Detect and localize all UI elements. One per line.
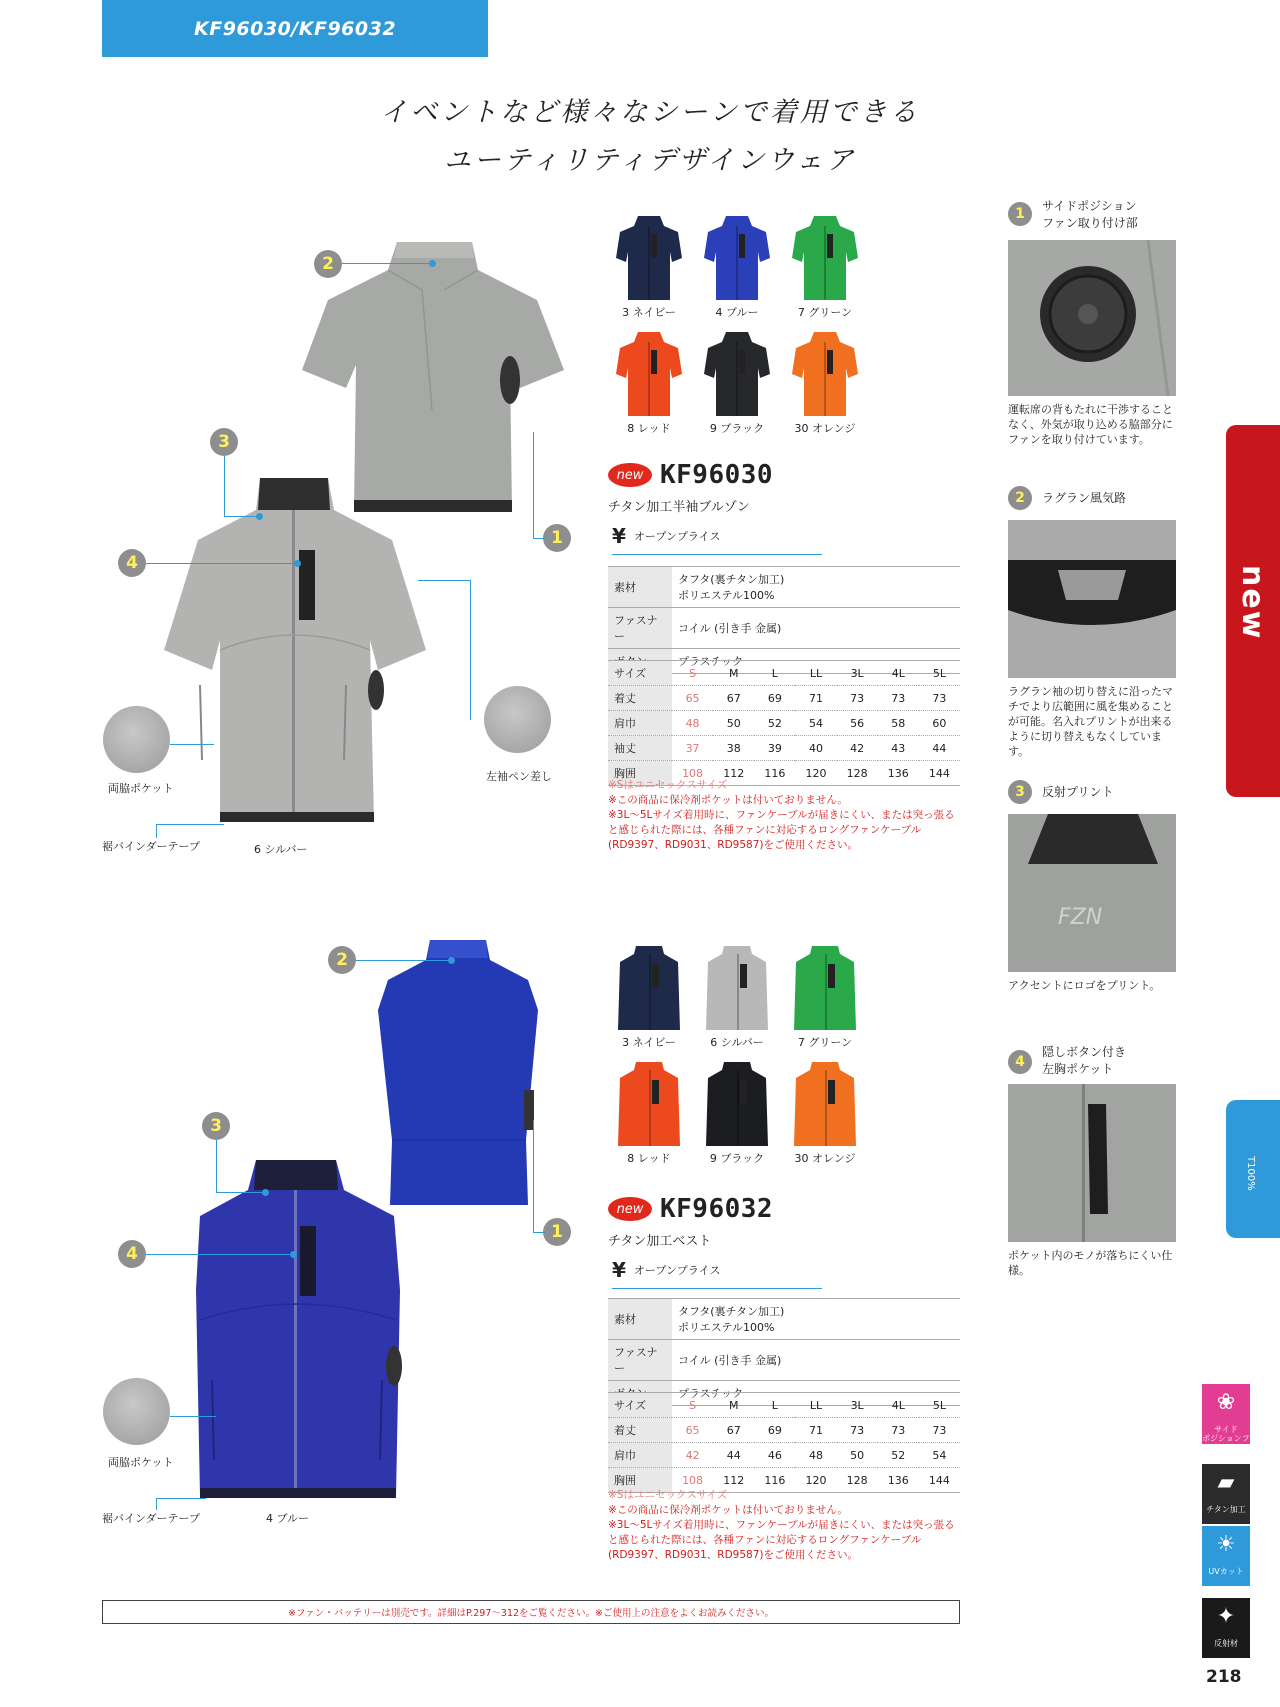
size-cell: 48 <box>672 711 713 736</box>
size-row <box>608 661 960 686</box>
feature-1-title: サイドポジション ファン取り付け部 <box>1042 199 1138 230</box>
size-cell: 73 <box>878 1418 919 1443</box>
callout-3-leader-v <box>224 456 225 516</box>
size-cell: L <box>754 661 795 686</box>
note-2: ※3L～5Lサイズ着用時に、ファンケーブルが届きにくい、または突っ張ると感じられた際には、各種ファンに対応するロングファンケーブル(RD9397、RD9031、RD9587)をご使用ください。 <box>608 809 955 851</box>
color-swatch-label: 6 シルバー <box>710 1036 764 1049</box>
icon-label: 反射材 <box>1214 1639 1238 1648</box>
size-cell: 69 <box>754 686 795 711</box>
size-cell: 65 <box>672 1418 713 1443</box>
spec-key: 素材 <box>608 567 672 608</box>
callout-4-dot <box>294 560 301 567</box>
page-number: 218 <box>1206 1667 1242 1687</box>
vest-callout-2-badge: 2 <box>328 946 356 974</box>
pen-slot-detail-image <box>484 686 551 753</box>
icon-label: UVカット <box>1208 1567 1244 1576</box>
size-cell: 3L <box>837 661 878 686</box>
size-row <box>608 1393 960 1418</box>
feature-2-photo <box>1008 520 1176 678</box>
hem-leader-h <box>156 824 224 825</box>
size-row <box>608 686 960 711</box>
size-cell: M <box>713 661 754 686</box>
spec-key: ファスナー <box>608 1340 672 1381</box>
size-cell: 128 <box>837 1468 878 1493</box>
callout-2-dot <box>429 260 436 267</box>
feature-1-badge: 1 <box>1008 202 1032 226</box>
vest-note-2: ※3L～5Lサイズ着用時に、ファンケーブルが届きにくい、または突っ張ると感じられた際には、各種ファンに対応するロングファンケーブル(RD9397、RD9031、RD9587)をご使用ください。 <box>608 1519 955 1561</box>
size-cell: 37 <box>672 736 713 761</box>
svg-text:FZN: FZN <box>1058 905 1103 930</box>
vest-callout-4-leader <box>146 1254 292 1255</box>
pocket-label: 両脇ポケット <box>108 782 174 795</box>
pen-leader-h <box>418 580 470 581</box>
size-table <box>608 660 960 786</box>
size-row-label: サイズ <box>608 661 672 686</box>
model-code-tab <box>102 0 488 57</box>
feature-4-badge: 4 <box>1008 1050 1032 1074</box>
color-swatch <box>616 216 682 300</box>
size-cell: L <box>754 1393 795 1418</box>
color-swatch-label: 9 ブラック <box>709 1152 765 1165</box>
callout-1-leader-v <box>533 432 534 538</box>
new-badge: new <box>608 463 652 487</box>
color-swatch <box>704 332 770 416</box>
color-swatch <box>616 1062 682 1146</box>
hem-label: 裾バインダーテープ <box>102 840 201 853</box>
size-cell: S <box>672 1393 713 1418</box>
size-cell: 42 <box>672 1443 713 1468</box>
color-swatch <box>792 332 858 416</box>
size-cell: 4L <box>878 1393 919 1418</box>
vest-pocket-label: 両脇ポケット <box>108 1456 174 1469</box>
callout-2-leader <box>342 263 432 264</box>
vest-size-table <box>608 1392 960 1493</box>
vest-callout-2-dot <box>448 957 455 964</box>
size-row-label: 肩巾 <box>608 1443 672 1468</box>
size-cell: 116 <box>754 1468 795 1493</box>
size-cell: 67 <box>713 1418 754 1443</box>
size-row-label: 着丈 <box>608 686 672 711</box>
pen-leader-v <box>470 580 471 720</box>
size-cell: 50 <box>837 1443 878 1468</box>
size-cell: 73 <box>837 686 878 711</box>
size-row-label: 肩巾 <box>608 711 672 736</box>
size-cell: 3L <box>837 1393 878 1418</box>
callout-4-leader <box>146 563 296 564</box>
color-swatch-label: 4 ブルー <box>715 306 759 319</box>
callout-3-badge: 3 <box>210 428 238 456</box>
vest-hem-label: 裾バインダーテープ <box>102 1512 201 1525</box>
size-cell: 112 <box>713 1468 754 1493</box>
vest-callout-3-leader-v <box>216 1140 217 1192</box>
price-text: オープンプライス <box>633 530 721 543</box>
vest-callout-3-leader-h <box>216 1192 266 1193</box>
size-cell: 67 <box>713 686 754 711</box>
vest-price-row <box>612 1258 822 1289</box>
footer-note: ※ファン・バッテリーは別売です。詳細はP.297～312をご覧ください。※ご使用上の注意をよくお読みください。 <box>102 1600 960 1624</box>
size-row-label: 袖丈 <box>608 736 672 761</box>
feature-2-badge: 2 <box>1008 486 1032 510</box>
vest-main-color-label: 4 ブルー <box>266 1512 310 1525</box>
t100-side-tab: T100% <box>1226 1100 1280 1238</box>
size-cell: 112 <box>713 761 754 786</box>
vest-hem-leader-v <box>156 1498 157 1510</box>
size-row <box>608 1443 960 1468</box>
size-cell: S <box>672 661 713 686</box>
vest-callout-3-dot <box>262 1189 269 1196</box>
size-cell: 44 <box>713 1443 754 1468</box>
callout-3-leader-h <box>224 516 260 517</box>
size-cell: 144 <box>919 1468 960 1493</box>
product-code: KF96030 <box>660 460 774 490</box>
size-cell: 60 <box>919 711 960 736</box>
vest-new-badge: new <box>608 1197 652 1221</box>
size-cell: 42 <box>837 736 878 761</box>
note-1: ※この商品に保冷剤ポケットは付いておりません。 <box>608 794 848 806</box>
size-cell: 54 <box>919 1443 960 1468</box>
color-swatch-label: 3 ネイビー <box>622 1036 676 1049</box>
color-swatch-label: 30 オレンジ <box>794 422 856 435</box>
callout-4-badge: 4 <box>118 549 146 577</box>
feature-3-photo <box>1008 814 1176 972</box>
vest-spec-table <box>608 1298 960 1406</box>
spec-value: タフタ(裏チタン加工) ポリエステル100% <box>672 567 960 608</box>
icon-label: チタン加工 <box>1206 1505 1246 1514</box>
size-cell: 144 <box>919 761 960 786</box>
spec-row <box>608 608 960 649</box>
size-row-label: 着丈 <box>608 1418 672 1443</box>
callout-1-leader-h <box>533 538 545 539</box>
size-cell: 54 <box>795 711 836 736</box>
color-swatch <box>704 216 770 300</box>
vest-hem-leader-h <box>156 1498 206 1499</box>
size-cell: 120 <box>795 761 836 786</box>
headline-line1: イベントなど様々なシーンで着用できる <box>380 97 920 128</box>
color-swatch <box>792 946 858 1030</box>
vest-callout-3-badge: 3 <box>202 1112 230 1140</box>
size-cell: 52 <box>878 1443 919 1468</box>
vest-note-1: ※この商品に保冷剤ポケットは付いておりません。 <box>608 1504 848 1516</box>
feature-4-title: 隠しボタン付き 左胸ポケット <box>1042 1045 1127 1076</box>
jacket-front-image <box>164 470 426 832</box>
size-cell: 73 <box>837 1418 878 1443</box>
size-cell: 38 <box>713 736 754 761</box>
vest-price-text: オープンプライス <box>633 1264 721 1277</box>
vest-callout-2-leader <box>356 960 450 961</box>
model-codes: KF96030/KF96032 <box>194 17 397 40</box>
vest-product-code: KF96032 <box>660 1194 774 1224</box>
color-swatch <box>704 1062 770 1146</box>
size-row-label: 胸囲 <box>608 761 672 786</box>
main-color-label: 6 シルバー <box>254 843 308 856</box>
feature-2-title: ラグラン風気路 <box>1042 491 1127 505</box>
size-cell: 73 <box>919 686 960 711</box>
size-cell: 56 <box>837 711 878 736</box>
color-swatch-label: 3 ネイビー <box>622 306 676 319</box>
size-cell: 116 <box>754 761 795 786</box>
color-swatch-label: 7 グリーン <box>797 306 853 319</box>
size-cell: 65 <box>672 686 713 711</box>
spec-table <box>608 566 960 674</box>
size-cell: LL <box>795 1393 836 1418</box>
color-swatch-label: 7 グリーン <box>797 1036 853 1049</box>
size-cell: LL <box>795 661 836 686</box>
spec-value: コイル (引き手 金属) <box>672 1340 960 1381</box>
feature-4-photo <box>1008 1084 1176 1242</box>
product-name: チタン加工半袖ブルゾン <box>608 500 750 515</box>
price-row <box>612 524 822 555</box>
color-swatch-label: 8 レッド <box>627 1152 671 1165</box>
size-cell: 50 <box>713 711 754 736</box>
size-cell: 4L <box>878 661 919 686</box>
size-cell: 71 <box>795 1418 836 1443</box>
spec-value: プラスチック <box>672 649 960 674</box>
size-cell: 58 <box>878 711 919 736</box>
size-cell: 69 <box>754 1418 795 1443</box>
size-row <box>608 736 960 761</box>
spec-value: タフタ(裏チタン加工) ポリエステル100% <box>672 1299 960 1340</box>
size-cell: 44 <box>919 736 960 761</box>
size-row-label: サイズ <box>608 1393 672 1418</box>
spec-row <box>608 1299 960 1340</box>
headline-line2: ユーティリティデザインウェア <box>443 145 857 176</box>
size-cell: 73 <box>878 686 919 711</box>
spec-value: コイル (引き手 金属) <box>672 608 960 649</box>
product-notes <box>608 778 960 853</box>
side-fan-icon: ❀ <box>1202 1384 1250 1444</box>
vest-callout-1-badge: 1 <box>543 1218 571 1246</box>
callout-1-badge: 1 <box>543 524 571 552</box>
spec-row <box>608 567 960 608</box>
size-cell: M <box>713 1393 754 1418</box>
color-swatch <box>616 332 682 416</box>
vest-pocket-detail-image <box>103 1378 170 1445</box>
titanium-icon: ▰ <box>1202 1464 1250 1524</box>
size-cell: 46 <box>754 1443 795 1468</box>
vest-front-image <box>186 1160 408 1504</box>
size-cell: 136 <box>878 761 919 786</box>
size-cell: 108 <box>672 1468 713 1493</box>
size-cell: 52 <box>754 711 795 736</box>
yen-symbol: ¥ <box>612 524 626 548</box>
color-swatch-label: 8 レッド <box>627 422 671 435</box>
feature-1-photo <box>1008 240 1176 396</box>
color-swatch-label: 9 ブラック <box>709 422 765 435</box>
size-cell: 120 <box>795 1468 836 1493</box>
new-side-tab: new <box>1226 425 1280 797</box>
vest-product-notes <box>608 1488 960 1563</box>
color-swatch <box>704 946 770 1030</box>
pocket-detail-image <box>103 706 170 773</box>
vest-product-name: チタン加工ベスト <box>608 1234 712 1249</box>
feature-4-desc: ポケット内のモノが落ちにくい仕様。 <box>1008 1249 1173 1277</box>
size-cell: 128 <box>837 761 878 786</box>
spec-value: プラスチック <box>672 1381 960 1406</box>
vest-callout-1-leader-v <box>533 1120 534 1232</box>
size-cell: 71 <box>795 686 836 711</box>
size-cell: 43 <box>878 736 919 761</box>
size-cell: 5L <box>919 661 960 686</box>
vest-callout-4-dot <box>290 1251 297 1258</box>
feature-3-desc: アクセントにロゴをプリント。 <box>1008 979 1161 992</box>
size-cell: 136 <box>878 1468 919 1493</box>
feature-1-desc: 運転席の背もたれに干渉することなく、外気が取り込める脇部分にファンを取り付けています。 <box>1008 403 1173 446</box>
vest-callout-1-leader-h <box>533 1232 545 1233</box>
pen-label: 左袖ペン差し <box>486 770 552 783</box>
size-cell: 73 <box>919 1418 960 1443</box>
spec-key: ファスナー <box>608 608 672 649</box>
color-swatch-label: 30 オレンジ <box>794 1152 856 1165</box>
size-row <box>608 711 960 736</box>
size-row-label: 胸囲 <box>608 1468 672 1493</box>
hem-leader-v <box>156 824 157 838</box>
unisex-note: ※Sはユニセックスサイズ <box>608 779 728 791</box>
feature-2-desc: ラグラン袖の切り替えに沿ったマチでより広範囲に風を集めることが可能。名入れプリントが出来るように切り替えもなくしています。 <box>1008 685 1173 758</box>
size-cell: 48 <box>795 1443 836 1468</box>
reflector-icon: ✦ <box>1202 1598 1250 1658</box>
spec-row <box>608 1340 960 1381</box>
uv-cut-icon: ☀ <box>1202 1526 1250 1586</box>
icon-label: サイド ポジションファン <box>1202 1425 1250 1452</box>
color-swatch <box>616 946 682 1030</box>
pocket-leader <box>170 744 214 745</box>
spec-key: 素材 <box>608 1299 672 1340</box>
vest-unisex-note: ※Sはユニセックスサイズ <box>608 1489 728 1501</box>
vest-callout-4-badge: 4 <box>118 1240 146 1268</box>
size-row <box>608 1418 960 1443</box>
vest-pocket-leader <box>170 1416 216 1417</box>
vest-yen-symbol: ¥ <box>612 1258 626 1282</box>
feature-3-title: 反射プリント <box>1042 785 1114 799</box>
size-cell: 108 <box>672 761 713 786</box>
size-cell: 39 <box>754 736 795 761</box>
color-swatch <box>792 216 858 300</box>
color-swatch <box>792 1062 858 1146</box>
feature-3-badge: 3 <box>1008 780 1032 804</box>
callout-2-badge: 2 <box>314 250 342 278</box>
size-cell: 5L <box>919 1393 960 1418</box>
callout-3-dot <box>256 513 263 520</box>
size-cell: 40 <box>795 736 836 761</box>
